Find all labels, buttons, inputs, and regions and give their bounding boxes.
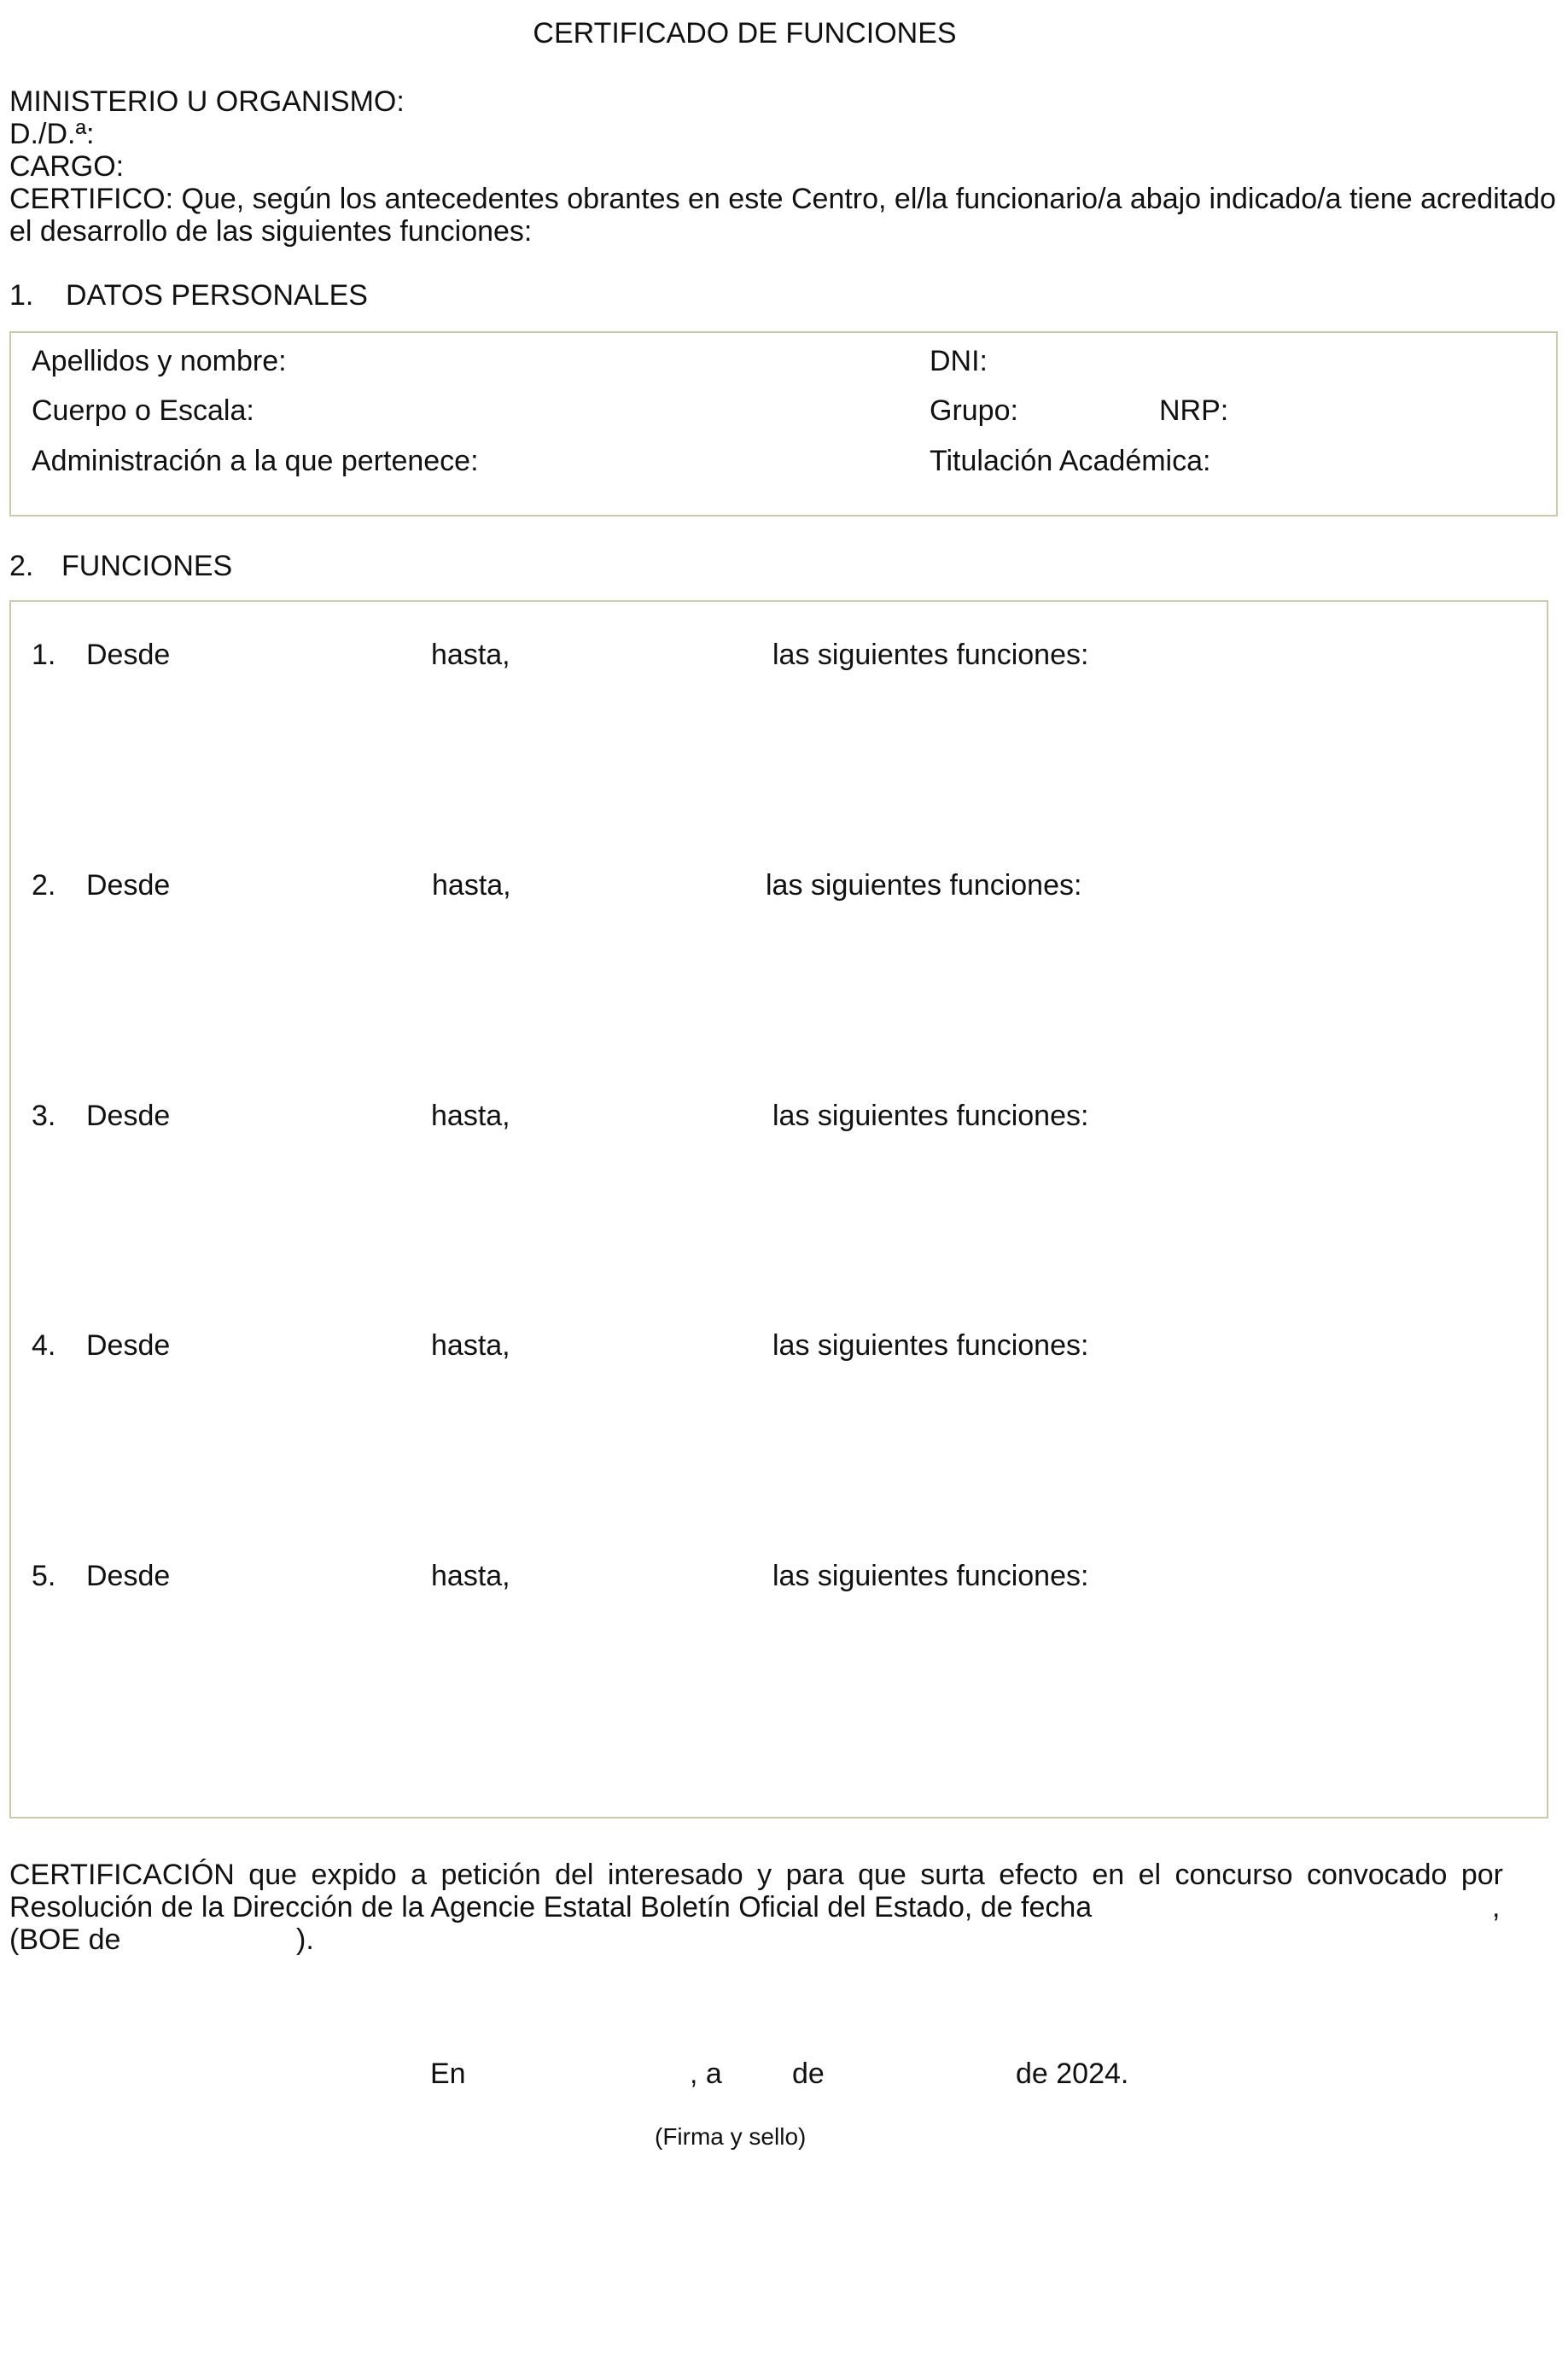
page-title: CERTIFICADO DE FUNCIONES bbox=[533, 17, 957, 50]
funcion-entry-number: 5. bbox=[32, 1560, 56, 1592]
funcion-entry-hasta: hasta, bbox=[431, 1100, 510, 1132]
funcion-entry-number: 3. bbox=[32, 1100, 56, 1132]
section2-number: 2. bbox=[9, 550, 34, 582]
dd-label: D./D.ª: bbox=[9, 118, 95, 150]
certifico-text-line2: el desarrollo de las siguientes funciones: bbox=[9, 215, 533, 248]
cargo-label: CARGO: bbox=[9, 150, 125, 183]
certificacion-line2: Resolución de la Dirección de la Agencie Estatal Boletín Oficial del Estado, de fecha bbox=[9, 1891, 1093, 1923]
funcion-entry-desde: Desde bbox=[86, 1329, 171, 1362]
funcion-entry-hasta: hasta, bbox=[431, 639, 510, 671]
funcion-entry-number: 1. bbox=[32, 639, 56, 671]
funcion-entry-funciones: las siguientes funciones: bbox=[772, 1329, 1089, 1362]
funciones-box bbox=[9, 600, 1548, 1818]
apellidos-label: Apellidos y nombre: bbox=[32, 345, 287, 377]
funcion-entry-number: 4. bbox=[32, 1329, 56, 1362]
certificacion-line2-comma: , bbox=[1492, 1891, 1501, 1923]
cuerpo-label: Cuerpo o Escala: bbox=[32, 394, 254, 427]
firma-sello: (Firma y sello) bbox=[655, 2123, 807, 2150]
certifico-text-line1: CERTIFICO: Que, según los antecedentes obrantes en este Centro, el/la funcionario/a abajo indicado/a tiene acreditado bbox=[9, 183, 1556, 215]
funcion-entry-number: 2. bbox=[32, 869, 56, 902]
funcion-entry-desde: Desde bbox=[86, 639, 171, 671]
funcion-entry-hasta: hasta, bbox=[431, 1560, 510, 1592]
funcion-entry-funciones: las siguientes funciones: bbox=[772, 1560, 1089, 1592]
funcion-entry-funciones: las siguientes funciones: bbox=[772, 639, 1089, 671]
section2-title: FUNCIONES bbox=[61, 550, 233, 582]
funcion-entry-hasta: hasta, bbox=[431, 1329, 510, 1362]
boe-close: ). bbox=[296, 1923, 314, 1956]
section1-title: DATOS PERSONALES bbox=[66, 279, 368, 312]
funcion-entry-funciones: las siguientes funciones: bbox=[766, 869, 1082, 902]
footer-a: , a bbox=[690, 2058, 722, 2090]
funcion-entry-hasta: hasta, bbox=[432, 869, 511, 902]
certificacion-line1: CERTIFICACIÓN que expido a petición del interesado y para que surta efecto en el concurso convocado por bbox=[9, 1859, 1503, 1891]
funcion-entry-desde: Desde bbox=[86, 869, 171, 902]
titulacion-label: Titulación Académica: bbox=[930, 445, 1211, 477]
dni-label: DNI: bbox=[930, 345, 988, 377]
funcion-entry-desde: Desde bbox=[86, 1560, 171, 1592]
boe-label: (BOE de bbox=[9, 1923, 121, 1956]
section1-number: 1. bbox=[9, 279, 34, 312]
funcion-entry-desde: Desde bbox=[86, 1100, 171, 1132]
nrp-label: NRP: bbox=[1159, 394, 1229, 427]
grupo-label: Grupo: bbox=[930, 394, 1018, 427]
footer-en: En bbox=[430, 2058, 466, 2090]
administracion-label: Administración a la que pertenece: bbox=[32, 445, 479, 477]
footer-year: de 2024. bbox=[1016, 2058, 1129, 2090]
footer-de: de bbox=[792, 2058, 825, 2090]
funcion-entry-funciones: las siguientes funciones: bbox=[772, 1100, 1089, 1132]
ministerio-label: MINISTERIO U ORGANISMO: bbox=[9, 85, 405, 118]
